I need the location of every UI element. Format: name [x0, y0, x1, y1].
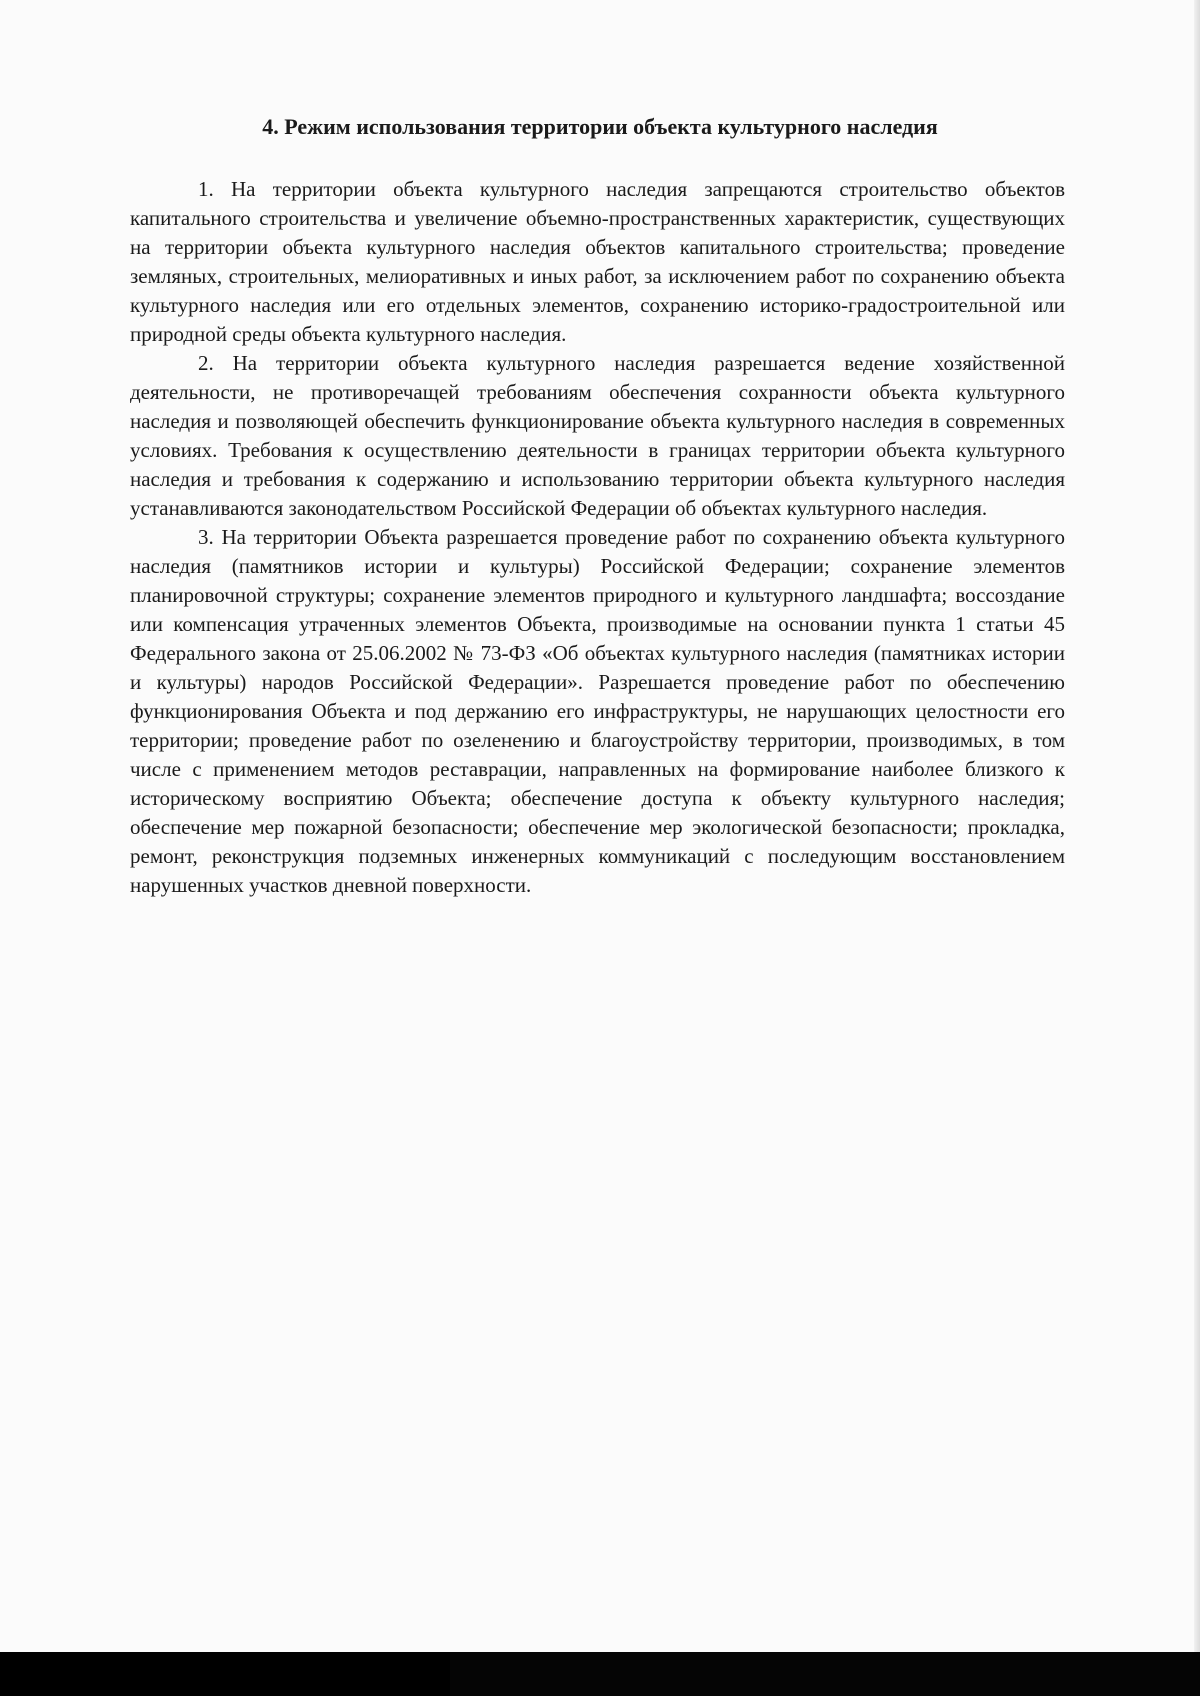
paragraph-1: 1. На территории объекта культурного наследия запрещаются строительство объектов капитального строительства и увеличение объемно-пространственных характеристик, существующих на территории объекта культурного наследия объектов капитального строительства; проведение земляных, строительных, мелиоративных и иных работ, за исключением работ по сохранению объекта культурного наследия или его отдельных элементов, сохранению историко-градостроительной или природной среды объекта культурного наследия. [130, 177, 1065, 346]
section-title: 4. Режим использования территории объекта культурного наследия [262, 114, 938, 139]
paragraph-3: 3. На территории Объекта разрешается проведение работ по сохранению объекта культурного наследия (памятников истории и культуры) Российской Федерации; сохранение элементов планировочной структуры; сохранение элементов природного и культурного ландшафта; воссоздание или компенсация утраченных элементов Объекта, производимые на основании пункта 1 статьи 45 Федерального закона от 25.06.2002 № 73-ФЗ «Об объектах культурного наследия (памятниках истории и культуры) народов Российской Федерации». Разрешается проведение работ по обеспечению функционирования Объекта и под держанию его инфраструктуры, не нарушающих целостности его территории; проведение работ по озеленению и благоустройству территории, производимых, в том числе с применением методов реставрации, направленных на формирование наиболее близкого к историческому восприятию Объекта; обеспечение доступа к объекту культурного наследия; обеспечение мер пожарной безопасности; обеспечение мер экологической безопасности; прокладка, ремонт, реконструкция подземных инженерных коммуникаций с последующим восстановлением нарушенных участков дневной поверхности. [130, 525, 1065, 897]
paragraph-2: 2. На территории объекта культурного наследия разрешается ведение хозяйственной деятельности, не противоречащей требованиям обеспечения сохранности объекта культурного наследия и позволяющей обеспечить функционирование объекта культурного наследия в современных условиях. Требования к осуществлению деятельности в границах территории объекта культурного наследия и требования к содержанию и использованию территории объекта культурного наследия устанавливаются законодательством Российской Федерации об объектах культурного наследия. [130, 351, 1065, 520]
scan-bottom-band-left [0, 1652, 450, 1696]
scan-edge-shadow [1194, 0, 1200, 1696]
scan-bottom-band-right [450, 1652, 1200, 1696]
document-body [130, 175, 1065, 900]
